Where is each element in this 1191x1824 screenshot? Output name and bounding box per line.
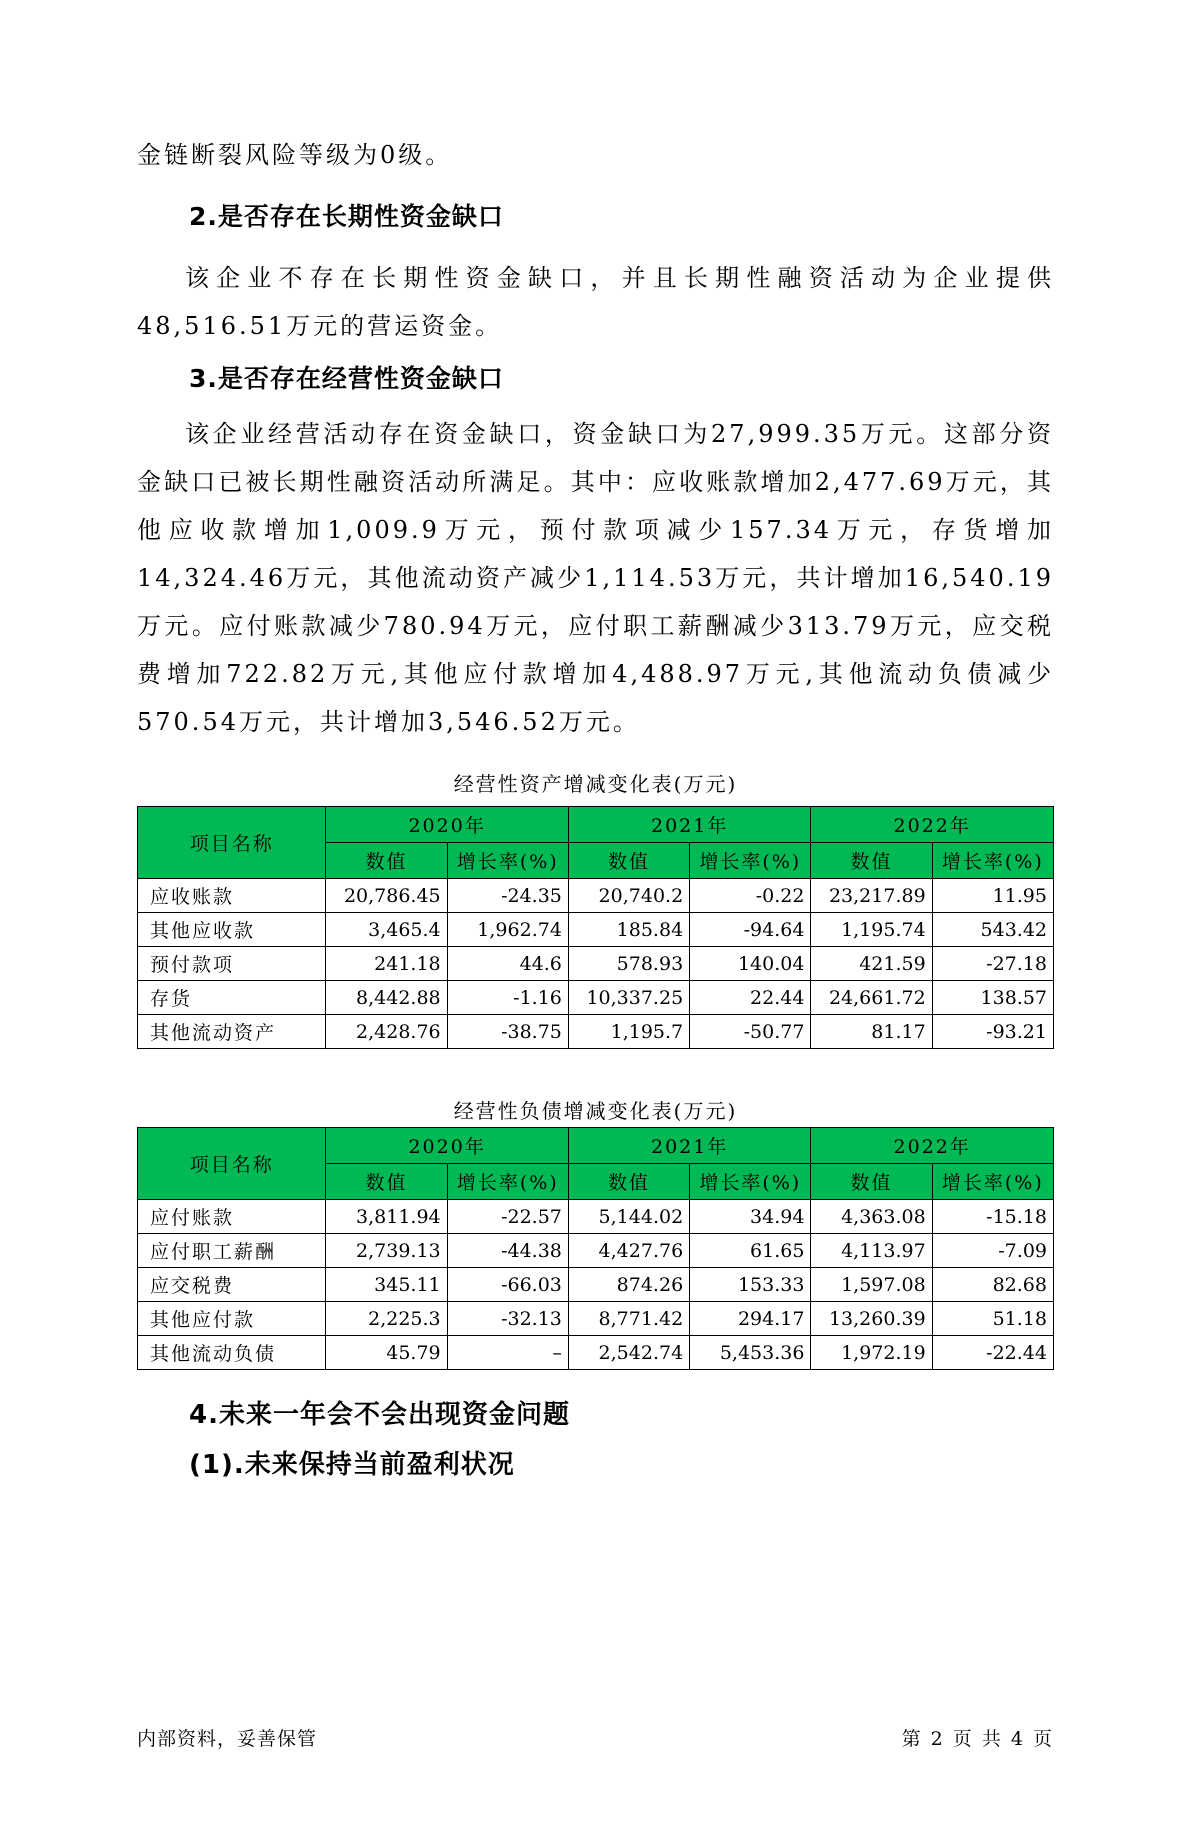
col-subheader-growth: 增长率(%) [932, 1164, 1053, 1200]
row-name: 其他应付款 [138, 1302, 326, 1336]
table-row [138, 947, 1054, 981]
value-cell: 421.59 [811, 947, 932, 981]
intro-paragraph: 金链断裂风险等级为0级。 [137, 141, 453, 169]
value-cell: -50.77 [690, 1015, 811, 1049]
value-cell: 2,225.3 [326, 1302, 447, 1336]
value-cell: 1,597.08 [811, 1268, 932, 1302]
value-cell: 44.6 [447, 947, 568, 981]
confidential-note: 内部资料，妥善保管 [137, 1728, 318, 1750]
value-cell: 34.94 [690, 1200, 811, 1234]
col-header-year-2022: 2022年 [811, 1128, 1054, 1164]
operating-liabilities-table [137, 1127, 1054, 1370]
value-cell: -93.21 [932, 1015, 1053, 1049]
value-cell: 8,771.42 [568, 1302, 689, 1336]
value-cell: 82.68 [932, 1268, 1053, 1302]
col-subheader-growth: 增长率(%) [447, 843, 568, 879]
value-cell: 1,195.74 [811, 913, 932, 947]
value-cell: 13,260.39 [811, 1302, 932, 1336]
value-cell: – [447, 1336, 568, 1370]
value-cell: -38.75 [447, 1015, 568, 1049]
section-3-paragraph: 该企业经营活动存在资金缺口，资金缺口为27,999.35万元。这部分资金缺口已被长期性融资活动所满足。其中：应收账款增加2,477.69万元，其他应收款增加1,009.9万元，预付款项减少157.34万元，存货增加14,324.46万元，其他流动资产减少1,114.53万元，共计增加16,540.19万元。应付账款减少780.94万元，应付职工薪酬减少313.79万元，应交税费增加722.82万元,其他应付款增加4,488.97万元,其他流动负债减少570.54万元，共计增加3,546.52万元。 [137, 420, 1054, 736]
table-row [138, 1200, 1054, 1234]
value-cell: 4,113.97 [811, 1234, 932, 1268]
value-cell: 5,453.36 [690, 1336, 811, 1370]
value-cell: 4,363.08 [811, 1200, 932, 1234]
value-cell: 241.18 [326, 947, 447, 981]
table-row [138, 1015, 1054, 1049]
value-cell: 24,661.72 [811, 981, 932, 1015]
row-name: 其他流动负债 [138, 1336, 326, 1370]
value-cell: -22.57 [447, 1200, 568, 1234]
table-row [138, 879, 1054, 913]
value-cell: -7.09 [932, 1234, 1053, 1268]
row-name: 应付账款 [138, 1200, 326, 1234]
value-cell: 5,144.02 [568, 1200, 689, 1234]
table-header [138, 807, 1054, 879]
value-cell: 140.04 [690, 947, 811, 981]
col-header-year-2022: 2022年 [811, 807, 1054, 843]
value-cell: 11.95 [932, 879, 1053, 913]
section-3-heading: 3.是否存在经营性资金缺口 [189, 364, 504, 393]
value-cell: 874.26 [568, 1268, 689, 1302]
value-cell: -1.16 [447, 981, 568, 1015]
value-cell: 20,786.45 [326, 879, 447, 913]
value-cell: 10,337.25 [568, 981, 689, 1015]
col-subheader-value: 数值 [326, 843, 447, 879]
table-row [138, 1336, 1054, 1370]
value-cell: 4,427.76 [568, 1234, 689, 1268]
value-cell: 1,972.19 [811, 1336, 932, 1370]
value-cell: -22.44 [932, 1336, 1053, 1370]
value-cell: 543.42 [932, 913, 1053, 947]
value-cell: 1,962.74 [447, 913, 568, 947]
value-cell: 23,217.89 [811, 879, 932, 913]
value-cell: -24.35 [447, 879, 568, 913]
value-cell: -27.18 [932, 947, 1053, 981]
row-name: 其他应收款 [138, 913, 326, 947]
table-header [138, 1128, 1054, 1200]
value-cell: 138.57 [932, 981, 1053, 1015]
col-subheader-growth: 增长率(%) [690, 843, 811, 879]
value-cell: -44.38 [447, 1234, 568, 1268]
page-number: 第 2 页 共 4 页 [901, 1728, 1054, 1750]
col-header-year-2020: 2020年 [326, 807, 569, 843]
section-4-1-heading: (1).未来保持当前盈利状况 [189, 1450, 515, 1480]
row-name: 应收账款 [138, 879, 326, 913]
col-header-year-2021: 2021年 [568, 807, 811, 843]
value-cell: -15.18 [932, 1200, 1053, 1234]
section-4-heading: 4.未来一年会不会出现资金问题 [189, 1400, 570, 1430]
col-header-year-2020: 2020年 [326, 1128, 569, 1164]
col-subheader-value: 数值 [568, 1164, 689, 1200]
value-cell: 45.79 [326, 1336, 447, 1370]
row-name: 预付款项 [138, 947, 326, 981]
col-subheader-value: 数值 [568, 843, 689, 879]
value-cell: -0.22 [690, 879, 811, 913]
page-content [0, 140, 1191, 1482]
col-subheader-value: 数值 [811, 843, 932, 879]
col-subheader-value: 数值 [811, 1164, 932, 1200]
value-cell: 22.44 [690, 981, 811, 1015]
col-subheader-value: 数值 [326, 1164, 447, 1200]
table-row [138, 913, 1054, 947]
operating-assets-table-title: 经营性资产增减变化表(万元) [453, 772, 738, 796]
col-header-year-2021: 2021年 [568, 1128, 811, 1164]
value-cell: 51.18 [932, 1302, 1053, 1336]
value-cell: -66.03 [447, 1268, 568, 1302]
col-header-item: 项目名称 [138, 1128, 326, 1200]
section-2-paragraph: 该企业不存在长期性资金缺口，并且长期性融资活动为企业提供48,516.51万元的营运资金。 [137, 264, 1054, 340]
row-name: 存货 [138, 981, 326, 1015]
value-cell: 294.17 [690, 1302, 811, 1336]
operating-assets-table [137, 806, 1054, 1049]
value-cell: 578.93 [568, 947, 689, 981]
col-subheader-growth: 增长率(%) [932, 843, 1053, 879]
section-2-heading: 2.是否存在长期性资金缺口 [189, 202, 504, 231]
table-row [138, 1268, 1054, 1302]
col-subheader-growth: 增长率(%) [447, 1164, 568, 1200]
value-cell: 8,442.88 [326, 981, 447, 1015]
col-header-item: 项目名称 [138, 807, 326, 879]
value-cell: 3,811.94 [326, 1200, 447, 1234]
value-cell: -94.64 [690, 913, 811, 947]
col-subheader-growth: 增长率(%) [690, 1164, 811, 1200]
value-cell: 345.11 [326, 1268, 447, 1302]
value-cell: 153.33 [690, 1268, 811, 1302]
value-cell: 61.65 [690, 1234, 811, 1268]
table-row [138, 981, 1054, 1015]
value-cell: 20,740.2 [568, 879, 689, 913]
row-name: 应付职工薪酬 [138, 1234, 326, 1268]
value-cell: 81.17 [811, 1015, 932, 1049]
value-cell: -32.13 [447, 1302, 568, 1336]
value-cell: 2,739.13 [326, 1234, 447, 1268]
value-cell: 3,465.4 [326, 913, 447, 947]
table-row [138, 1302, 1054, 1336]
page-footer [137, 1724, 1054, 1751]
row-name: 应交税费 [138, 1268, 326, 1302]
value-cell: 2,542.74 [568, 1336, 689, 1370]
value-cell: 185.84 [568, 913, 689, 947]
value-cell: 1,195.7 [568, 1015, 689, 1049]
value-cell: 2,428.76 [326, 1015, 447, 1049]
table-row [138, 1234, 1054, 1268]
row-name: 其他流动资产 [138, 1015, 326, 1049]
operating-liabilities-table-title: 经营性负债增减变化表(万元) [453, 1099, 738, 1123]
